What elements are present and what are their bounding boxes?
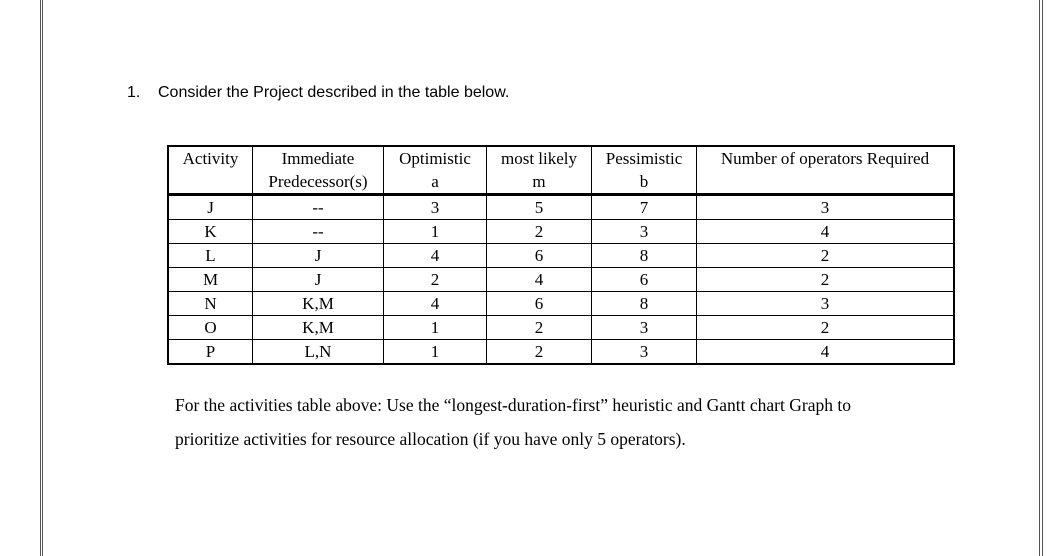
header-most-likely (487, 146, 592, 195)
cell-activity: P (168, 340, 253, 365)
header-operators (697, 146, 955, 195)
cell-pessimistic: 6 (592, 268, 697, 292)
cell-pessimistic: 8 (592, 292, 697, 316)
cell-pessimistic: 3 (592, 316, 697, 340)
cell-most-likely: 6 (487, 244, 592, 268)
table-row (168, 268, 954, 292)
cell-pessimistic: 8 (592, 244, 697, 268)
cell-pessimistic: 7 (592, 195, 697, 220)
table-row (168, 292, 954, 316)
cell-most-likely: 6 (487, 292, 592, 316)
cell-optimistic: 1 (384, 316, 487, 340)
cell-predecessors: L,N (253, 340, 384, 365)
cell-optimistic: 1 (384, 220, 487, 244)
cell-most-likely: 2 (487, 220, 592, 244)
cell-predecessors: J (253, 268, 384, 292)
cell-optimistic: 4 (384, 292, 487, 316)
header-most-likely-line2: m (532, 172, 546, 191)
instructions-line-1: For the activities table above: Use the “longest-duration-first” heuristic and Gantt chart Graph to (175, 395, 851, 415)
cell-most-likely: 2 (487, 340, 592, 365)
cell-operators: 2 (697, 244, 955, 268)
cell-operators: 4 (697, 340, 955, 365)
cell-optimistic: 2 (384, 268, 487, 292)
page-border-right (1039, 0, 1043, 556)
cell-pessimistic: 3 (592, 340, 697, 365)
cell-most-likely: 4 (487, 268, 592, 292)
cell-predecessors: -- (253, 195, 384, 220)
activities-table (167, 145, 955, 365)
page-border-left (40, 0, 43, 556)
instructions-paragraph (175, 388, 975, 456)
header-optimistic-line2: a (431, 172, 439, 191)
cell-operators: 4 (697, 220, 955, 244)
table-row (168, 195, 954, 220)
cell-activity: K (168, 220, 253, 244)
header-predecessors-line2: Predecessor(s) (268, 172, 368, 191)
table-row (168, 340, 954, 365)
header-pessimistic (592, 146, 697, 195)
cell-predecessors: K,M (253, 292, 384, 316)
cell-operators: 3 (697, 292, 955, 316)
cell-operators: 3 (697, 195, 955, 220)
header-predecessors (253, 146, 384, 195)
cell-pessimistic: 3 (592, 220, 697, 244)
cell-activity: N (168, 292, 253, 316)
header-activity (168, 146, 253, 195)
cell-activity: M (168, 268, 253, 292)
cell-optimistic: 3 (384, 195, 487, 220)
cell-most-likely: 5 (487, 195, 592, 220)
cell-predecessors: K,M (253, 316, 384, 340)
cell-operators: 2 (697, 316, 955, 340)
table-row (168, 220, 954, 244)
cell-most-likely: 2 (487, 316, 592, 340)
instructions-line-2: prioritize activities for resource allocation (if you have only 5 operators). (175, 429, 686, 449)
cell-optimistic: 4 (384, 244, 487, 268)
table-row (168, 244, 954, 268)
header-pessimistic-line2: b (639, 172, 649, 191)
cell-operators: 2 (697, 268, 955, 292)
cell-optimistic: 1 (384, 340, 487, 365)
cell-activity: J (168, 195, 253, 220)
question-number: 1. (127, 84, 141, 101)
cell-predecessors: J (253, 244, 384, 268)
cell-activity: O (168, 316, 253, 340)
header-predecessors-line1: Immediate (281, 149, 355, 168)
question-text: Consider the Project described in the table below. (158, 84, 510, 101)
table-header-row (168, 146, 954, 195)
table-row (168, 316, 954, 340)
header-operators-line1: Number of operators Required (720, 149, 930, 168)
cell-activity: L (168, 244, 253, 268)
header-pessimistic-line1: Pessimistic (605, 149, 683, 168)
question-heading (127, 84, 509, 102)
header-optimistic (384, 146, 487, 195)
header-activity-line1: Activity (182, 149, 239, 168)
cell-predecessors: -- (253, 220, 384, 244)
header-most-likely-line1: most likely (500, 149, 578, 168)
header-optimistic-line1: Optimistic (399, 149, 471, 168)
